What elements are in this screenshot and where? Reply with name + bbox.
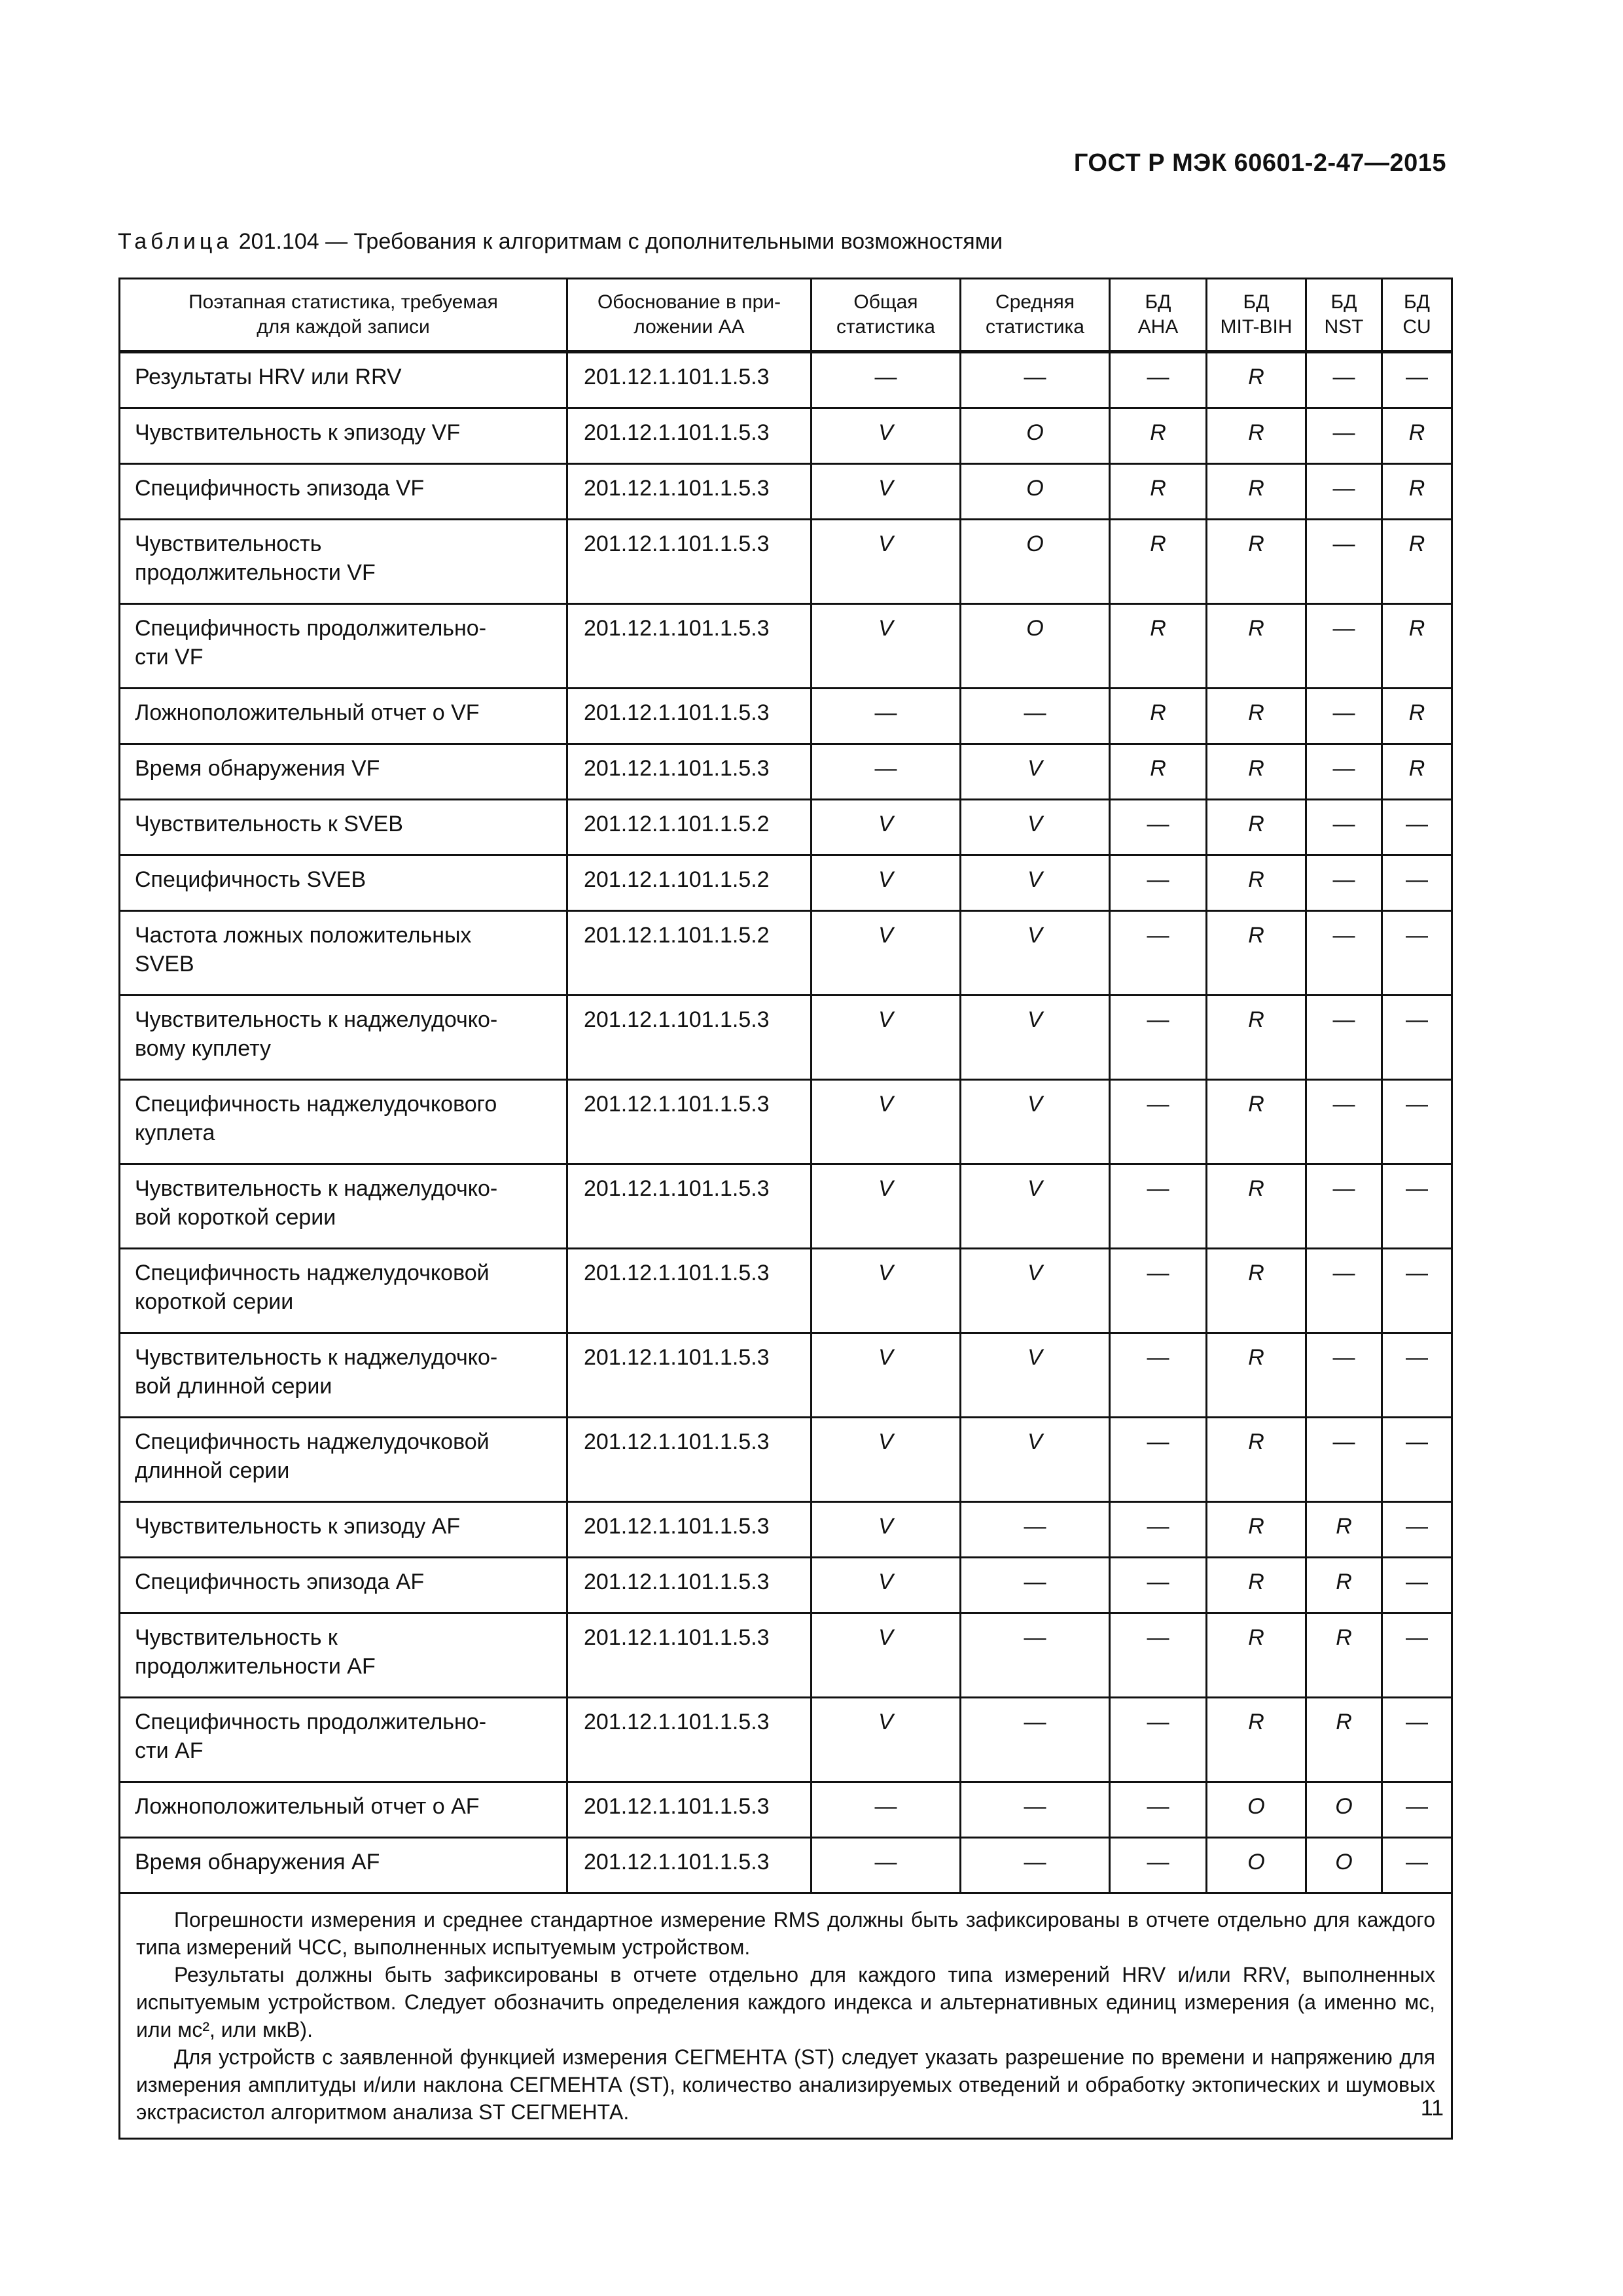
db-mit-bih-cell: O [1207,1782,1306,1838]
average-stats-cell: V [961,1164,1110,1249]
db-mit-bih-cell: R [1207,911,1306,996]
db-nst-cell: — [1306,520,1382,604]
db-aha-cell: — [1110,1333,1207,1418]
db-nst-cell: R [1306,1502,1382,1558]
column-header-justification: Обоснование в при- ложении АА [567,279,812,352]
overall-stats-cell: V [812,1613,961,1698]
db-mit-bih-cell: R [1207,744,1306,800]
overall-stats-cell: V [812,1698,961,1782]
note-paragraph: Результаты должны быть зафиксированы в отчете отдельно для каждого типа измерений HRV и/или RRV, выполненных испытуемым устройством. Следует обозначить определения каждого индекса и альтернативных единиц измерения (а именно мс, или мс², или мкВ). [136,1963,1436,2041]
row-reference: 201.12.1.101.1.5.3 [567,520,812,604]
row-statistic-name: Специфичность SVEB [120,855,567,911]
note-paragraph: Для устройств с заявленной функцией измерения СЕГМЕНТА (ST) следует указать разрешение по времени и напряжению для измерения амплитуды и/или наклона СЕГМЕНТА (ST), количество анализируемых отведений и обработку эктопических и шумовых экстрасистол алгоритмом анализа ST СЕГМЕНТА. [136,2045,1435,2124]
note-paragraph: Погрешности измерения и среднее стандартное измерение RMS должны быть зафиксированы в отчете отдельно для каждого типа измерений ЧСС, выполненных испытуемым устройством. [136,1908,1435,1959]
db-nst-cell: — [1306,996,1382,1080]
average-stats-cell: — [961,1698,1110,1782]
table-row [120,744,1452,800]
average-stats-cell: — [961,1782,1110,1838]
db-cu-cell: — [1382,1249,1452,1333]
db-mit-bih-cell: R [1207,604,1306,689]
overall-stats-cell: V [812,408,961,464]
db-nst-cell: — [1306,464,1382,520]
table-row [120,1418,1452,1502]
requirements-table [118,278,1453,2140]
row-reference: 201.12.1.101.1.5.3 [567,689,812,744]
row-statistic-name: Чувствительность к наджелудочко- вой длинной серии [120,1333,567,1418]
db-cu-cell: R [1382,744,1452,800]
table-caption-prefix: Таблица [118,229,233,254]
overall-stats-cell: V [812,1502,961,1558]
db-nst-cell: — [1306,1333,1382,1418]
row-reference: 201.12.1.101.1.5.2 [567,911,812,996]
table-notes [120,1893,1452,2139]
db-aha-cell: — [1110,1164,1207,1249]
db-nst-cell: R [1306,1613,1382,1698]
db-aha-cell: — [1110,800,1207,855]
row-reference: 201.12.1.101.1.5.3 [567,1613,812,1698]
average-stats-cell: — [961,1613,1110,1698]
row-statistic-name: Чувствительность к наджелудочко- вой короткой серии [120,1164,567,1249]
table-row [120,408,1452,464]
table-body [120,352,1452,1893]
row-reference: 201.12.1.101.1.5.3 [567,1782,812,1838]
db-aha-cell: — [1110,996,1207,1080]
notes-row [120,1893,1452,2139]
db-aha-cell: — [1110,1698,1207,1782]
row-reference: 201.12.1.101.1.5.3 [567,1418,812,1502]
table-row [120,1502,1452,1558]
db-aha-cell: R [1110,464,1207,520]
db-cu-cell: — [1382,1080,1452,1164]
db-aha-cell: — [1110,1782,1207,1838]
overall-stats-cell: V [812,1558,961,1613]
db-nst-cell: — [1306,689,1382,744]
table-row [120,911,1452,996]
row-reference: 201.12.1.101.1.5.3 [567,1080,812,1164]
row-statistic-name: Время обнаружения AF [120,1838,567,1893]
row-reference: 201.12.1.101.1.5.3 [567,1558,812,1613]
row-reference: 201.12.1.101.1.5.3 [567,1333,812,1418]
db-mit-bih-cell: R [1207,1333,1306,1418]
db-aha-cell: — [1110,855,1207,911]
table-row [120,689,1452,744]
db-mit-bih-cell: R [1207,996,1306,1080]
overall-stats-cell: V [812,855,961,911]
overall-stats-cell: V [812,520,961,604]
overall-stats-cell: V [812,1333,961,1418]
db-nst-cell: R [1306,1698,1382,1782]
table-row [120,1838,1452,1893]
column-header-db-mit-bih: БД MIT-BIH [1207,279,1306,352]
db-mit-bih-cell: R [1207,800,1306,855]
table-row [120,1782,1452,1838]
db-mit-bih-cell: R [1207,408,1306,464]
row-statistic-name: Специфичность продолжительно- сти AF [120,1698,567,1782]
overall-stats-cell: V [812,464,961,520]
db-nst-cell: O [1306,1838,1382,1893]
db-aha-cell: — [1110,1613,1207,1698]
db-aha-cell: — [1110,1502,1207,1558]
row-reference: 201.12.1.101.1.5.3 [567,1164,812,1249]
db-aha-cell: R [1110,408,1207,464]
db-nst-cell: — [1306,911,1382,996]
row-reference: 201.12.1.101.1.5.3 [567,1249,812,1333]
db-cu-cell: — [1382,911,1452,996]
row-statistic-name: Время обнаружения VF [120,744,567,800]
db-aha-cell: — [1110,352,1207,408]
column-header-db-nst: БД NST [1306,279,1382,352]
db-mit-bih-cell: R [1207,1249,1306,1333]
row-reference: 201.12.1.101.1.5.3 [567,464,812,520]
overall-stats-cell: — [812,1838,961,1893]
db-nst-cell: — [1306,352,1382,408]
db-cu-cell: R [1382,520,1452,604]
table-row [120,1613,1452,1698]
row-statistic-name: Чувствительность к эпизоду AF [120,1502,567,1558]
table-header-row [120,279,1452,352]
db-cu-cell: — [1382,352,1452,408]
overall-stats-cell: V [812,1080,961,1164]
db-cu-cell: — [1382,1418,1452,1502]
db-aha-cell: — [1110,911,1207,996]
row-statistic-name: Результаты HRV или RRV [120,352,567,408]
column-header-db-cu: БД CU [1382,279,1452,352]
row-statistic-name: Чувствительность к наджелудочко- вому куплету [120,996,567,1080]
table-row [120,996,1452,1080]
average-stats-cell: O [961,520,1110,604]
row-statistic-name: Специфичность наджелудочкового куплета [120,1080,567,1164]
db-cu-cell: R [1382,604,1452,689]
db-cu-cell: — [1382,800,1452,855]
table-row [120,352,1452,408]
db-mit-bih-cell: R [1207,1418,1306,1502]
db-aha-cell: R [1110,520,1207,604]
average-stats-cell: V [961,1249,1110,1333]
row-reference: 201.12.1.101.1.5.3 [567,604,812,689]
db-mit-bih-cell: R [1207,1698,1306,1782]
row-statistic-name: Специфичность эпизода VF [120,464,567,520]
average-stats-cell: V [961,1333,1110,1418]
db-cu-cell: — [1382,1558,1452,1613]
db-mit-bih-cell: R [1207,520,1306,604]
row-reference: 201.12.1.101.1.5.3 [567,996,812,1080]
average-stats-cell: — [961,352,1110,408]
row-reference: 201.12.1.101.1.5.3 [567,1502,812,1558]
db-mit-bih-cell: R [1207,1613,1306,1698]
db-nst-cell: — [1306,855,1382,911]
overall-stats-cell: — [812,352,961,408]
db-mit-bih-cell: R [1207,689,1306,744]
db-nst-cell: — [1306,1418,1382,1502]
average-stats-cell: O [961,604,1110,689]
db-nst-cell: — [1306,604,1382,689]
overall-stats-cell: V [812,996,961,1080]
average-stats-cell: O [961,464,1110,520]
db-aha-cell: — [1110,1838,1207,1893]
row-reference: 201.12.1.101.1.5.3 [567,1698,812,1782]
row-statistic-name: Ложноположительный отчет о AF [120,1782,567,1838]
row-reference: 201.12.1.101.1.5.2 [567,855,812,911]
overall-stats-cell: — [812,744,961,800]
overall-stats-cell: — [812,1782,961,1838]
db-aha-cell: R [1110,604,1207,689]
row-statistic-name: Чувствительность к эпизоду VF [120,408,567,464]
row-statistic-name: Специфичность наджелудочковой длинной серии [120,1418,567,1502]
db-nst-cell: — [1306,1080,1382,1164]
db-cu-cell: — [1382,1782,1452,1838]
row-statistic-name: Частота ложных положительных SVEB [120,911,567,996]
average-stats-cell: — [961,689,1110,744]
db-cu-cell: — [1382,996,1452,1080]
db-mit-bih-cell: R [1207,1558,1306,1613]
db-mit-bih-cell: R [1207,855,1306,911]
average-stats-cell: V [961,911,1110,996]
document-code: ГОСТ Р МЭК 60601-2-47—2015 [1073,149,1446,177]
db-nst-cell: — [1306,1164,1382,1249]
average-stats-cell: V [961,1080,1110,1164]
column-header-statistic: Поэтапная статистика, требуемая для каждой записи [120,279,567,352]
table-row [120,1080,1452,1164]
page-number: 11 [1420,2096,1444,2121]
overall-stats-cell: — [812,689,961,744]
average-stats-cell: — [961,1502,1110,1558]
column-header-db-aha: БД AHA [1110,279,1207,352]
db-cu-cell: — [1382,1502,1452,1558]
table-row [120,464,1452,520]
overall-stats-cell: V [812,1418,961,1502]
average-stats-cell: — [961,1558,1110,1613]
average-stats-cell: V [961,855,1110,911]
db-nst-cell: — [1306,408,1382,464]
average-stats-cell: V [961,1418,1110,1502]
db-nst-cell: — [1306,800,1382,855]
row-reference: 201.12.1.101.1.5.3 [567,744,812,800]
db-aha-cell: — [1110,1418,1207,1502]
db-cu-cell: — [1382,855,1452,911]
overall-stats-cell: V [812,1249,961,1333]
overall-stats-cell: V [812,800,961,855]
db-cu-cell: — [1382,1698,1452,1782]
db-aha-cell: R [1110,744,1207,800]
table-row [120,800,1452,855]
average-stats-cell: V [961,996,1110,1080]
row-statistic-name: Ложноположительный отчет о VF [120,689,567,744]
db-cu-cell: R [1382,408,1452,464]
db-aha-cell: — [1110,1558,1207,1613]
db-nst-cell: O [1306,1782,1382,1838]
db-cu-cell: — [1382,1838,1452,1893]
row-statistic-name: Чувствительность к SVEB [120,800,567,855]
row-statistic-name: Специфичность эпизода AF [120,1558,567,1613]
db-cu-cell: R [1382,464,1452,520]
table-row [120,1698,1452,1782]
table-row [120,1333,1452,1418]
db-nst-cell: — [1306,744,1382,800]
overall-stats-cell: V [812,911,961,996]
db-mit-bih-cell: R [1207,1164,1306,1249]
db-cu-cell: R [1382,689,1452,744]
db-cu-cell: — [1382,1164,1452,1249]
db-mit-bih-cell: R [1207,464,1306,520]
average-stats-cell: O [961,408,1110,464]
row-statistic-name: Специфичность наджелудочковой короткой серии [120,1249,567,1333]
average-stats-cell: V [961,744,1110,800]
table-row [120,1249,1452,1333]
db-mit-bih-cell: R [1207,1502,1306,1558]
table-row [120,1558,1452,1613]
average-stats-cell: V [961,800,1110,855]
db-cu-cell: — [1382,1333,1452,1418]
table-caption [118,229,1003,255]
db-cu-cell: — [1382,1613,1452,1698]
row-statistic-name: Чувствительность продолжительности VF [120,520,567,604]
column-header-average-stats: Средняя статистика [961,279,1110,352]
column-header-overall-stats: Общая статистика [812,279,961,352]
row-statistic-name: Чувствительность к продолжительности AF [120,1613,567,1698]
row-reference: 201.12.1.101.1.5.3 [567,408,812,464]
db-aha-cell: — [1110,1080,1207,1164]
overall-stats-cell: V [812,604,961,689]
row-statistic-name: Специфичность продолжительно- сти VF [120,604,567,689]
average-stats-cell: — [961,1838,1110,1893]
row-reference: 201.12.1.101.1.5.3 [567,352,812,408]
table-row [120,855,1452,911]
table-row [120,520,1452,604]
db-mit-bih-cell: O [1207,1838,1306,1893]
db-aha-cell: — [1110,1249,1207,1333]
table-row [120,1164,1452,1249]
table-caption-text: 201.104 — Требования к алгоритмам с дополнительными возможностями [238,229,1003,254]
db-mit-bih-cell: R [1207,1080,1306,1164]
overall-stats-cell: V [812,1164,961,1249]
row-reference: 201.12.1.101.1.5.3 [567,1838,812,1893]
table-row [120,604,1452,689]
db-nst-cell: R [1306,1558,1382,1613]
db-nst-cell: — [1306,1249,1382,1333]
db-aha-cell: R [1110,689,1207,744]
row-reference: 201.12.1.101.1.5.2 [567,800,812,855]
db-mit-bih-cell: R [1207,352,1306,408]
